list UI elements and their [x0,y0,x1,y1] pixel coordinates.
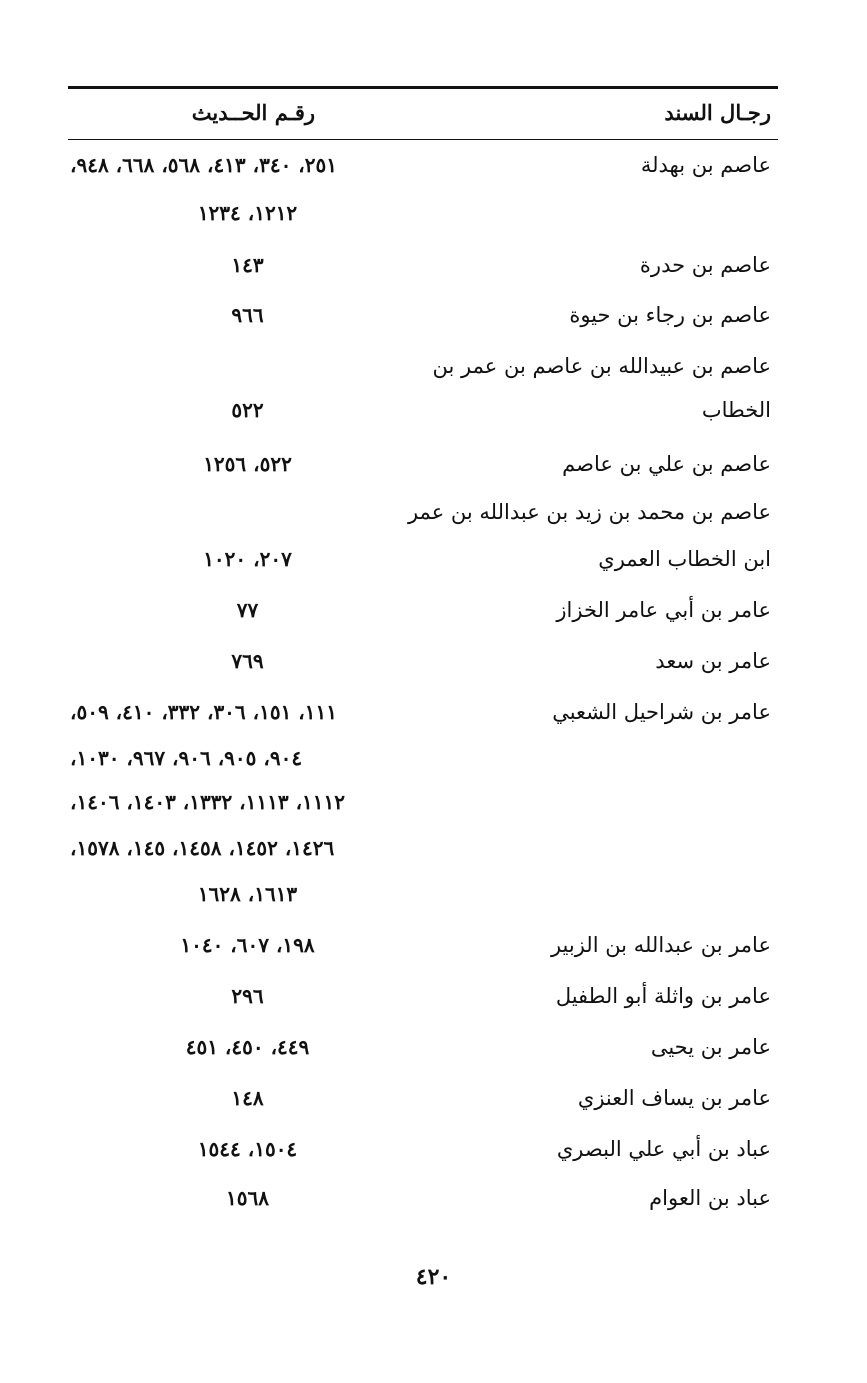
narrator-name: عاصم بن حدرة [639,253,771,277]
index-row [0,643,867,679]
hadith-numbers: ٥٢٢، ١٢٥٦ [203,452,292,476]
narrator-name: عاصم بن محمد بن زيد بن عبدالله بن عمر [407,500,771,524]
numbers-column-header: رقـم الحــديث [191,100,315,125]
index-row [0,694,867,730]
hadith-numbers: ١٤٢٦، ١٤٥٢، ١٤٥٨، ١٤٥، ١٥٧٨، [70,836,335,860]
narrator-name: عاصم بن علي بن عاصم [562,452,771,476]
narrator-name: عامر بن شراحيل الشعبي [552,700,771,724]
names-column-header: رجـال السند [664,100,771,125]
index-row [0,830,867,866]
index-row [0,494,867,530]
hadith-numbers: ١٥٦٨ [226,1186,269,1210]
hadith-numbers: ١٢١٢، ١٢٣٤ [197,201,298,225]
narrator-name: عامر بن يساف العنزي [577,1086,771,1110]
narrator-name: عاصم بن بهدلة [640,153,771,177]
index-row [0,1080,867,1116]
hadith-numbers: ٧٧ [236,598,259,622]
index-row [0,740,867,776]
hadith-numbers: ٢٩٦ [231,984,264,1008]
index-row [0,195,867,231]
page-number: ٤٢٠ [415,1264,452,1290]
index-row [0,1180,867,1216]
hadith-numbers: ٩٠٤، ٩٠٥، ٩٠٦، ٩٦٧، ١٠٣٠، [70,746,303,770]
narrator-name: عاصم بن عبيدالله بن عاصم بن عمر بن [432,354,771,378]
index-row [0,784,867,820]
hadith-numbers: ٩٦٦ [231,303,264,327]
hadith-numbers: ٤٤٩، ٤٥٠، ٤٥١ [185,1035,310,1059]
index-row [0,147,867,183]
index-row [0,927,867,963]
hadith-numbers: ٢٠٧، ١٠٢٠ [203,547,292,571]
narrator-name: عامر بن عبدالله بن الزبير [550,933,771,957]
index-row [0,592,867,628]
hadith-numbers: ٧٦٩ [231,649,264,673]
index-row [0,446,867,482]
hadith-numbers: ٢٥١، ٣٤٠، ٤١٣، ٥٦٨، ٦٦٨، ٩٤٨، [70,153,337,177]
index-row [0,978,867,1014]
narrator-name: الخطاب [701,398,771,422]
hadith-numbers: ١٤٣ [231,253,264,277]
index-row [0,876,867,912]
narrator-name: عامر بن يحيى [650,1035,771,1059]
index-row [0,1029,867,1065]
index-row [0,348,867,384]
index-row [0,392,867,428]
narrator-name: عاصم بن رجاء بن حيوة [569,303,771,327]
narrator-name: عامر بن سعد [655,649,771,673]
narrator-name: عامر بن واثلة أبو الطفيل [555,984,771,1008]
hadith-numbers: ١٦١٣، ١٦٢٨ [197,882,298,906]
index-row [0,297,867,333]
index-row [0,247,867,283]
hadith-numbers: ١٥٠٤، ١٥٤٤ [197,1137,298,1161]
hadith-numbers: ٥٢٢ [231,398,264,422]
narrator-name: ابن الخطاب العمري [598,547,771,571]
index-row [0,1131,867,1167]
hadith-numbers: ١٤٨ [231,1086,264,1110]
narrator-name: عباد بن أبي علي البصري [556,1137,771,1161]
hadith-numbers: ١١١٢، ١١١٣، ١٣٣٢، ١٤٠٣، ١٤٠٦، [70,790,345,814]
narrator-name: عباد بن العوام [649,1186,771,1210]
hadith-numbers: ١١١، ١٥١، ٣٠٦، ٣٣٢، ٤١٠، ٥٠٩، [70,700,337,724]
index-row [0,541,867,577]
narrator-name: عامر بن أبي عامر الخزاز [556,598,771,622]
hadith-numbers: ١٩٨، ٦٠٧، ١٠٤٠ [180,933,315,957]
